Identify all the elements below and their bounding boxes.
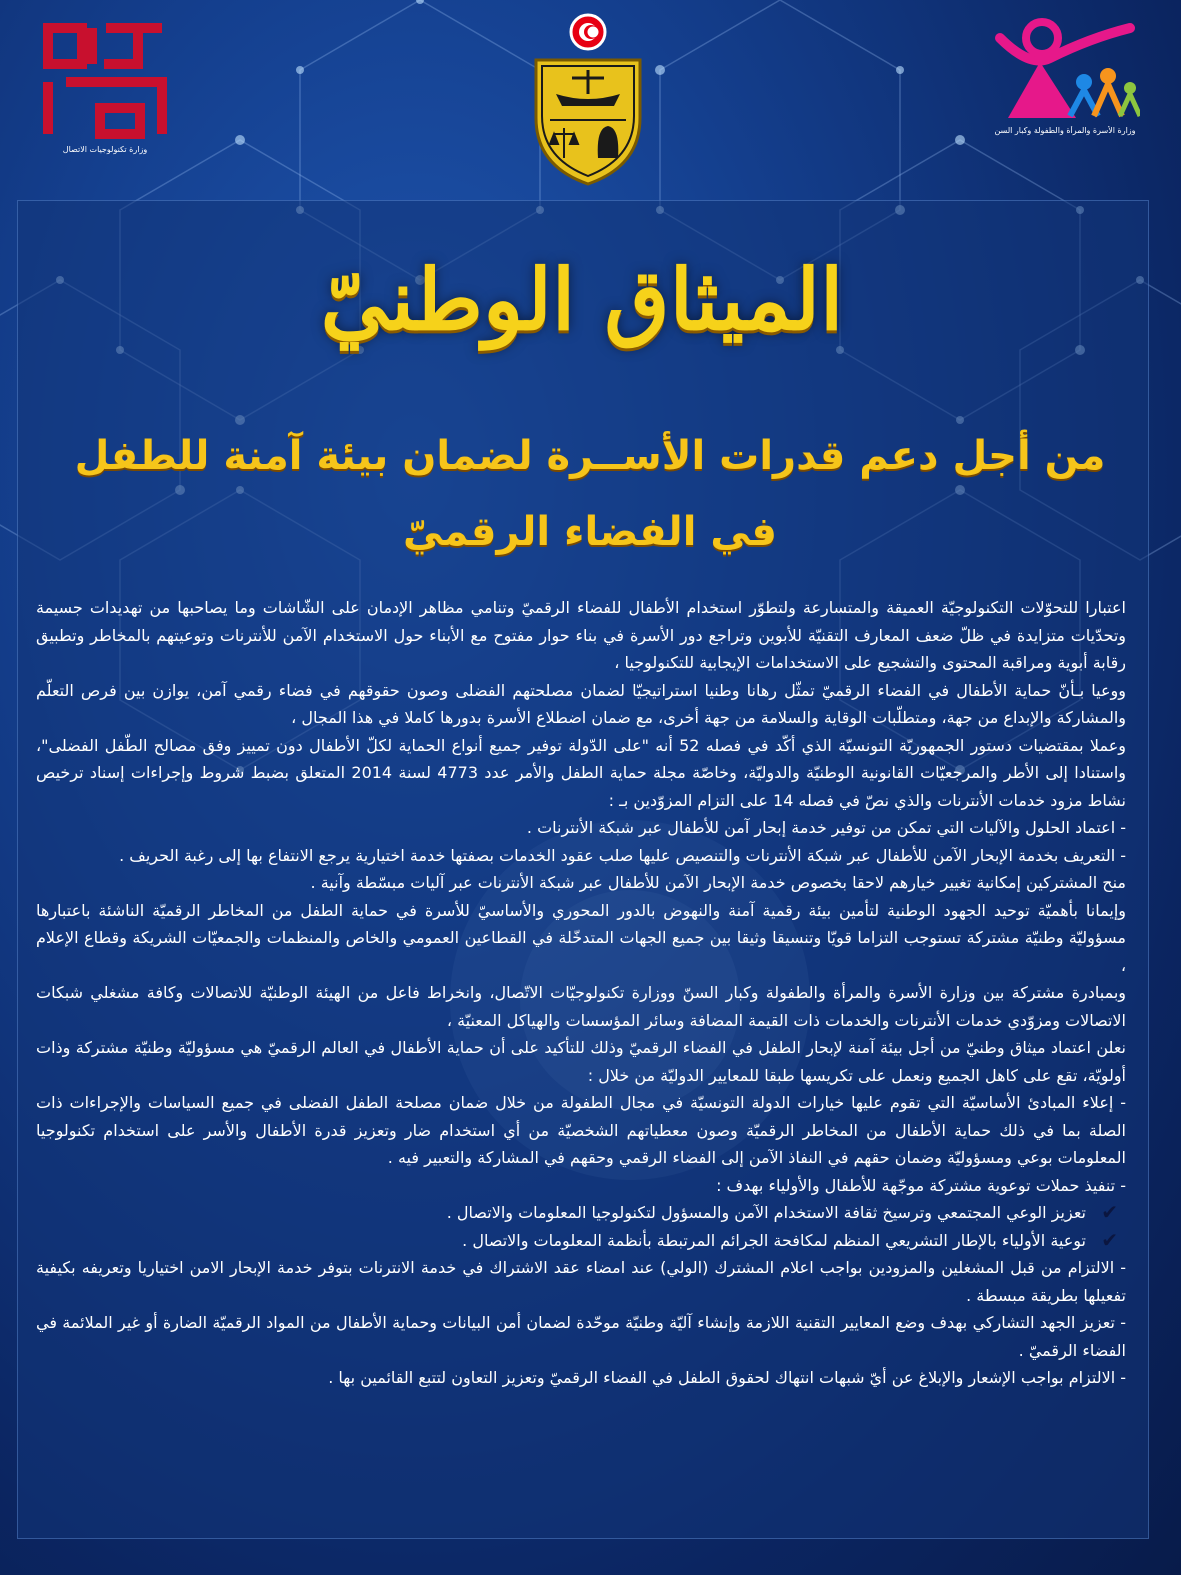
check-item: [36, 1227, 1126, 1255]
page-title: الميثاق الوطنيّ: [320, 250, 844, 349]
paragraph: ووعيا بـأنّ حماية الأطفال في الفضاء الرقميّ تمثّل رهانا وطنيا استراتيجيّا لضمان مصلحتهم الفضلى وصون حقوقهم في فضاء رقمي آمن، يوازن بين فرص التعلّم والمشاركة والإبداع من جهة، ومتطلّبات الوقاية والسلامة من جهة أخرى، مع ضمان اضطلاع الأسرة بدورها كاملا في هذا المجال ،: [36, 680, 1126, 727]
ministry-communication-logo: [40, 20, 170, 168]
charter-body: [36, 594, 1126, 1392]
paragraph: وإيمانا بأهميّة توحيد الجهود الوطنية لتأمين بيئة رقمية آمنة والنهوض بالدور المحوري والأساسيّ للأسرة في حماية الطفل من المخاطر الرقميّة الناشئة باعتبارها مسؤوليّة وطنيّة مشتركة تستوجب التزاما قويّا وتنسيقا وثيقا بين جميع الجهات المتدخّلة في القطاعين العمومي والخاص والمنظمات والجمعيّات الشريكة وقطاع الإعلام ،: [36, 900, 1126, 975]
header: [0, 0, 1181, 200]
checkmark-icon: ✔: [1101, 1227, 1118, 1252]
paragraph: - تعزيز الجهد التشاركي بهدف وضع المعايير التقنية اللازمة وإنشاء آليّة وطنيّة موحّدة لضمان أمن البيانات وحماية الأطفال من المواد الرقميّة الضارة أو غير الملائمة في الفضاء الرقميّ .: [36, 1313, 1126, 1360]
check-item-text: تعزيز الوعي المجتمعي وترسيخ ثقافة الاستخدام الآمن والمسؤول لتكنولوجيا المعلومات والاتصال .: [446, 1203, 1086, 1222]
paragraph: - الالتزام بواجب الإشعار والإبلاغ عن أيّ شبهات انتهاك لحقوق الطفل في الفضاء الرقميّ وتعزيز التعاون لتتبع القائمين بها .: [328, 1368, 1126, 1387]
paragraph: - التعريف بخدمة الإبحار الآمن للأطفال عبر شبكة الأنترنات والتنصيص عليها صلب عقود الخدمات بصفتها خدمة اختيارية يرجع الانتفاع بها إلى رغبة الحريف .: [119, 845, 1126, 865]
check-item: [36, 1199, 1126, 1227]
paragraph: وعملا بمقتضيات دستور الجمهوريّة التونسيّة الذي أكّد في فصله 52 أنه "على الدّولة توفير جميع أنواع الحماية لكلّ الأطفال دون تمييز وفق مصالح الطّفل الفضلى"، واستنادا إلى الأطر والمرجعيّات القانونية الوطنيّة والدوليّة، وخاصّة مجلة حماية الطفل والأمر عدد 4773 لسنة 2014 المتعلق بضبط شروط وإجراءات إسناد ترخيص نشاط مزود خدمات الأنترنات والذي نصّ في فصله 14 على التزام المزوّدين بـ :: [36, 735, 1127, 810]
tunisia-coat-of-arms: [528, 8, 648, 188]
paragraph: نعلن اعتماد ميثاق وطنيّ من أجل بيئة آمنة لإبحار الطفل في الفضاء الرقميّ وذلك للتأكيد على أن حماية الأطفال في العالم الرقميّ هي مسؤوليّة وطنيّة مشتركة وذات أولويّة، تقع على كاهل الجميع ونعمل على تكريسها طبقا للمعايير الدوليّة من خلال :: [36, 1038, 1126, 1085]
page-subtitle: من أجل دعم قدرات الأســرة لضمان بيئة آمنة للطفل في الفضاء الرقميّ: [74, 433, 1106, 555]
paragraph: - اعتماد الحلول والآليات التي تمكن من توفير خدمة إبحار آمن للأطفال عبر شبكة الأنترنات .: [526, 818, 1126, 837]
checkmark-icon: ✔: [1101, 1200, 1118, 1224]
paragraph: اعتبارا للتحوّلات التكنولوجيّة العميقة والمتسارعة ولتطوّر استخدام الأطفال للفضاء الرقميّ وتنامي مظاهر الإدمان على الشّاشات وما يصاحبها من تهديدات جسيمة وتحدّيات متزايدة في ظلّ ضعف المعارف التقنيّة للأبوين وتراجع دور الأسرة في بناء حوار مفتوح مع الأبناء حول الاستخدام الآمن للأنترنات وتوعيتهم بالمخاطر وتطبيق رقابة أبوية ومراقبة المحتوى والتشجيع على الاستخدامات الإيجابية للتكنولوجيا ،: [36, 598, 1126, 672]
paragraph: - إعلاء المبادئ الأساسيّة التي تقوم عليها خيارات الدولة التونسيّة في مجال الطفولة من خلال ضمان مصلحة الطفل الفضلى في جميع السياسات والإجراءات ذات الصلة بما في ذلك حماية الأطفال من المخاطر الرقميّة وصون معطياتهم الشخصيّة من أي استخدام ضار وتعزيز قدرة الأطفال والأسر على استخدام تكنولوجيا المعلومات بوعي ومسؤوليّة وضمان حقهم في النفاذ الآمن إلى الفضاء الرقمي وحقهم في المشاركة والتعبير فيه .: [36, 1093, 1126, 1167]
paragraph: - تنفيذ حملات توعوية مشتركة موجّهة للأطفال والأولياء بهدف :: [716, 1175, 1126, 1195]
right-logo-caption: وزارة الأسرة والمرأة والطفولة وكبار السن: [994, 126, 1136, 135]
ministry-family-logo: [990, 18, 1140, 146]
left-logo-caption: وزارة تكنولوجيات الاتصال: [62, 145, 148, 154]
paragraph: - الالتزام من قبل المشغلين والمزودين بواجب اعلام المشترك (الولي) عند امضاء عقد الاشتراك في خدمة الانترنات بتوفر خدمة الإبحار الامن اختياريا وتعريفه بكيفية تفعيلها بطريقة مبسطة .: [36, 1258, 1126, 1305]
paragraph: منح المشتركين إمكانية تغيير خيارهم لاحقا بخصوص خدمة الإبحار الآمن للأطفال عبر شبكة الأنترنات عبر آليات مبسّطة وآنية .: [310, 873, 1126, 892]
check-item-text: توعية الأولياء بالإطار التشريعي المنظم لمكافحة الجرائم المرتبطة بأنظمة المعلومات والاتصال .: [462, 1230, 1086, 1250]
paragraph: وبمبادرة مشتركة بين وزارة الأسرة والمرأة والطفولة وكبار السنّ ووزارة تكنولوجيّات الاتّصال، وانخراط فاعل من الهيئة الوطنيّة للاتصالات وكافة مشغلي شبكات الاتصالات ومزوّدي خدمات الأنترنات والخدمات ذات القيمة المضافة وسائر المؤسسات والهياكل المعنيّة ،: [36, 983, 1126, 1030]
